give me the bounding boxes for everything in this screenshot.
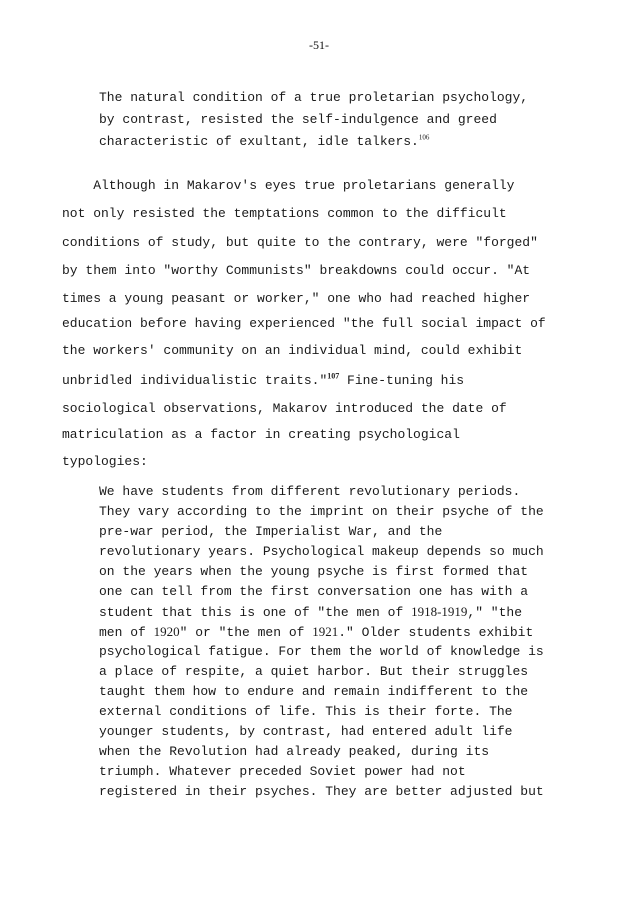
paragraph-line: times a young peasant or worker," one who had reached higher [62, 291, 531, 306]
quote-line: a place of respite, a quiet harbor. But their struggles [99, 664, 529, 679]
quote-year: 1921 [312, 624, 339, 639]
quote-line [99, 624, 533, 640]
quote-line: pre-war period, the Imperialist War, and the [99, 524, 443, 539]
paragraph-line-text: Fine-tuning his [339, 373, 465, 388]
quote-line-text: " or "the men of [179, 625, 313, 640]
quote-line: by contrast, resisted the self-indulgence and greed [99, 112, 497, 127]
quote-line: one can tell from the first conversation one has with a [99, 584, 529, 599]
quote-line: triumph. Whatever preceded Soviet power had not [99, 764, 466, 779]
paragraph-line: Although in Makarov's eyes true proletarians generally [62, 178, 515, 193]
quote-line: The natural condition of a true proletarian psychology, [99, 90, 529, 105]
paragraph-line-text: unbridled individualistic traits." [62, 373, 328, 388]
quote-line-text: characteristic of exultant, idle talkers. [99, 134, 419, 149]
quote-line: on the years when the young psyche is first formed that [99, 564, 529, 579]
quote-line [99, 604, 522, 620]
quote-line: registered in their psyches. They are better adjusted but [99, 784, 544, 799]
footnote-ref: 107 [327, 371, 340, 381]
quote-line [99, 134, 429, 150]
quote-year: 1920 [153, 624, 180, 639]
quote-line: younger students, by contrast, had entered adult life [99, 724, 513, 739]
footnote-ref: 106 [418, 133, 430, 142]
quote-line: external conditions of life. This is their forte. The [99, 704, 513, 719]
quote-line: when the Revolution had already peaked, during its [99, 744, 490, 759]
quote-line-text: ," "the [467, 605, 523, 620]
paragraph-line: by them into "worthy Communists" breakdowns could occur. "At [62, 263, 531, 278]
paragraph-line [62, 373, 464, 389]
quote-line-text: ." Older students exhibit [338, 625, 534, 640]
quote-line: We have students from different revolutionary periods. [99, 484, 521, 499]
paragraph-line: the workers' community on an individual mind, could exhibit [62, 343, 523, 358]
quote-line: revolutionary years. Psychological makeup depends so much [99, 544, 544, 559]
paragraph-line: typologies: [62, 454, 148, 469]
quote-line-text: men of [99, 625, 154, 640]
paragraph-line: matriculation as a factor in creating psychological [62, 427, 460, 442]
quote-line-text: student that this is one of "the men of [99, 605, 412, 620]
quote-line: taught them how to endure and remain indifferent to the [99, 684, 529, 699]
quote-line: They vary according to the imprint on their psyche of the [99, 504, 544, 519]
paragraph-line: not only resisted the temptations common to the difficult [62, 206, 507, 221]
paragraph-line: conditions of study, but quite to the contrary, were "forged" [62, 235, 538, 250]
quote-year: 1918-1919 [411, 604, 468, 619]
page-number: -51- [309, 38, 329, 52]
paragraph-line: education before having experienced "the full social impact of [62, 316, 546, 331]
quote-line: psychological fatigue. For them the world of knowledge is [99, 644, 544, 659]
paragraph-line: sociological observations, Makarov introduced the date of [62, 401, 507, 416]
